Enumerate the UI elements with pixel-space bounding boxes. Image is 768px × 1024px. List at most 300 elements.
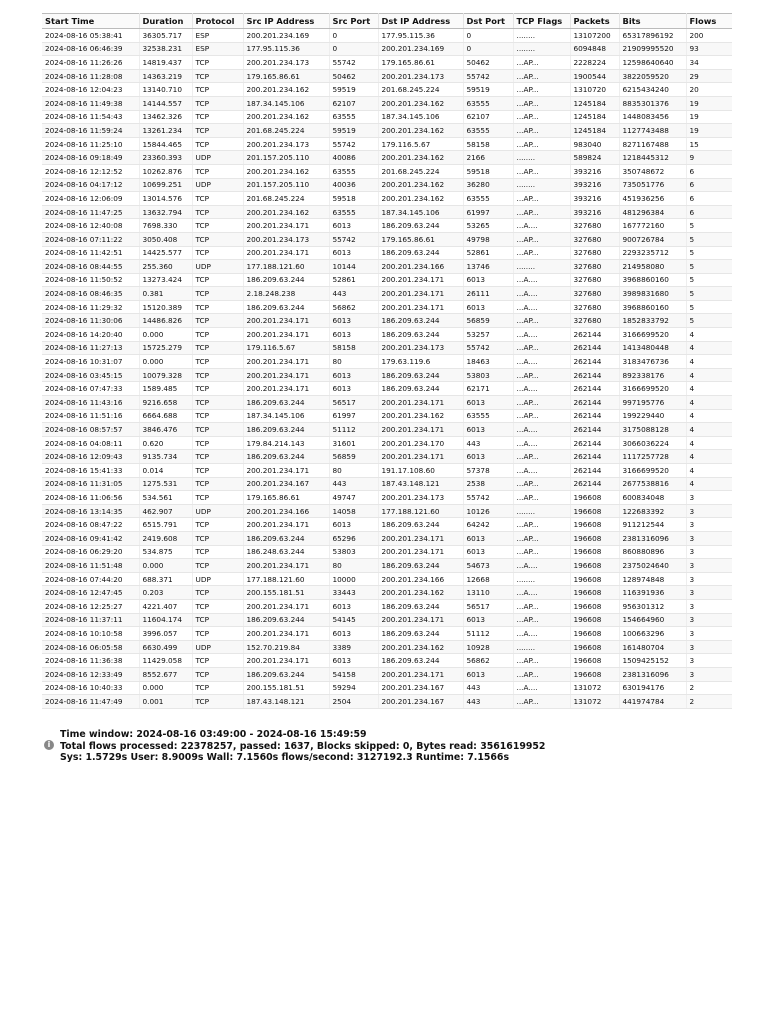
table-row[interactable]: [42, 110, 732, 124]
cell-bits: 3989831680: [619, 287, 686, 301]
cell-protocol: UDP: [192, 178, 243, 192]
cell-packets: 196608: [570, 531, 619, 545]
cell-packets: 6094848: [570, 42, 619, 56]
cell-src-ip: 186.209.63.244: [243, 613, 329, 627]
cell-flows: 5: [686, 260, 732, 274]
table-row[interactable]: [42, 613, 732, 627]
column-header-flows[interactable]: Flows: [686, 14, 732, 29]
cell-duration: 15120.389: [139, 300, 192, 314]
cell-protocol: TCP: [192, 654, 243, 668]
table-row[interactable]: [42, 477, 732, 491]
cell-dst-ip: 177.95.115.36: [378, 29, 463, 43]
cell-flows: 19: [686, 96, 732, 110]
cell-start-time: 2024-08-16 14:20:40: [42, 328, 139, 342]
cell-flows: 4: [686, 409, 732, 423]
cell-start-time: 2024-08-16 11:37:11: [42, 613, 139, 627]
table-row[interactable]: [42, 491, 732, 505]
cell-src-port: 59519: [329, 124, 378, 138]
table-row[interactable]: [42, 151, 732, 165]
table-row[interactable]: [42, 273, 732, 287]
cell-dst-ip: 186.209.63.244: [378, 559, 463, 573]
cell-start-time: 2024-08-16 12:33:49: [42, 667, 139, 681]
table-row[interactable]: [42, 328, 732, 342]
cell-src-ip: 200.201.234.162: [243, 110, 329, 124]
cell-src-port: 3389: [329, 640, 378, 654]
cell-flows: 4: [686, 396, 732, 410]
cell-tcp-flags: ........: [513, 260, 570, 274]
cell-tcp-flags: ...AP...: [513, 205, 570, 219]
cell-tcp-flags: ...AP...: [513, 599, 570, 613]
cell-tcp-flags: ...AP...: [513, 341, 570, 355]
table-row[interactable]: [42, 232, 732, 246]
cell-dst-ip: 191.17.108.60: [378, 464, 463, 478]
cell-start-time: 2024-08-16 11:43:16: [42, 396, 139, 410]
cell-start-time: 2024-08-16 12:25:27: [42, 599, 139, 613]
table-row[interactable]: [42, 96, 732, 110]
table-row[interactable]: [42, 627, 732, 641]
cell-dst-port: 12668: [463, 572, 513, 586]
cell-src-ip: 200.201.234.173: [243, 137, 329, 151]
table-row[interactable]: [42, 69, 732, 83]
column-header-src-port[interactable]: Src Port: [329, 14, 378, 29]
cell-duration: 0.203: [139, 586, 192, 600]
cell-dst-port: 6013: [463, 423, 513, 437]
cell-packets: 1900544: [570, 69, 619, 83]
cell-src-ip: 201.68.245.224: [243, 192, 329, 206]
cell-tcp-flags: ........: [513, 151, 570, 165]
cell-flows: 34: [686, 56, 732, 70]
table-row[interactable]: [42, 192, 732, 206]
cell-duration: 14425.577: [139, 246, 192, 260]
cell-bits: 1413480448: [619, 341, 686, 355]
cell-dst-port: 52861: [463, 246, 513, 260]
table-row[interactable]: [42, 219, 732, 233]
cell-bits: 2381316096: [619, 667, 686, 681]
table-row[interactable]: [42, 300, 732, 314]
cell-duration: 0.000: [139, 328, 192, 342]
cell-src-port: 6013: [329, 599, 378, 613]
cell-src-ip: 200.201.234.162: [243, 164, 329, 178]
column-header-packets[interactable]: Packets: [570, 14, 619, 29]
cell-duration: 1589.485: [139, 382, 192, 396]
cell-src-ip: 200.201.234.173: [243, 232, 329, 246]
table-header-row: [42, 14, 732, 29]
cell-dst-ip: 186.209.63.244: [378, 654, 463, 668]
cell-dst-port: 59519: [463, 83, 513, 97]
cell-dst-port: 2538: [463, 477, 513, 491]
cell-protocol: ESP: [192, 42, 243, 56]
table-row[interactable]: [42, 409, 732, 423]
cell-tcp-flags: ...AP...: [513, 164, 570, 178]
cell-tcp-flags: ...AP...: [513, 314, 570, 328]
cell-duration: 32538.231: [139, 42, 192, 56]
table-row[interactable]: [42, 178, 732, 192]
cell-duration: 15844.465: [139, 137, 192, 151]
cell-flows: 4: [686, 450, 732, 464]
cell-src-port: 63555: [329, 110, 378, 124]
cell-dst-port: 26111: [463, 287, 513, 301]
cell-packets: 1310720: [570, 83, 619, 97]
cell-packets: 327680: [570, 246, 619, 260]
column-header-dst-port[interactable]: Dst Port: [463, 14, 513, 29]
cell-protocol: UDP: [192, 260, 243, 274]
cell-dst-port: 53257: [463, 328, 513, 342]
cell-protocol: TCP: [192, 110, 243, 124]
table-row[interactable]: [42, 464, 732, 478]
table-row[interactable]: [42, 341, 732, 355]
cell-dst-ip: 186.209.63.244: [378, 382, 463, 396]
table-row[interactable]: [42, 260, 732, 274]
cell-flows: 5: [686, 314, 732, 328]
table-row[interactable]: [42, 368, 732, 382]
table-row[interactable]: [42, 355, 732, 369]
cell-tcp-flags: ........: [513, 640, 570, 654]
table-row[interactable]: [42, 314, 732, 328]
cell-tcp-flags: ...A....: [513, 287, 570, 301]
cell-duration: 13140.710: [139, 83, 192, 97]
cell-duration: 8552.677: [139, 667, 192, 681]
cell-bits: 630194176: [619, 681, 686, 695]
cell-protocol: TCP: [192, 464, 243, 478]
cell-src-ip: 186.209.63.244: [243, 423, 329, 437]
cell-duration: 14486.826: [139, 314, 192, 328]
table-row[interactable]: [42, 518, 732, 532]
cell-start-time: 2024-08-16 07:44:20: [42, 572, 139, 586]
cell-src-ip: 186.209.63.244: [243, 667, 329, 681]
cell-duration: 1275.531: [139, 477, 192, 491]
cell-dst-ip: 186.209.63.244: [378, 599, 463, 613]
cell-protocol: UDP: [192, 572, 243, 586]
cell-src-ip: 187.43.148.121: [243, 695, 329, 709]
table-row[interactable]: [42, 586, 732, 600]
cell-src-ip: 179.165.86.61: [243, 491, 329, 505]
cell-protocol: TCP: [192, 436, 243, 450]
cell-src-ip: 201.68.245.224: [243, 124, 329, 138]
cell-packets: 983040: [570, 137, 619, 151]
table-row[interactable]: [42, 504, 732, 518]
cell-src-ip: 200.201.234.171: [243, 599, 329, 613]
cell-src-port: 6013: [329, 368, 378, 382]
table-row[interactable]: [42, 29, 732, 43]
cell-dst-ip: 200.201.234.171: [378, 613, 463, 627]
cell-dst-port: 56862: [463, 654, 513, 668]
cell-bits: 8835301376: [619, 96, 686, 110]
cell-tcp-flags: ...A....: [513, 328, 570, 342]
cell-dst-port: 55742: [463, 69, 513, 83]
cell-src-ip: 186.209.63.244: [243, 273, 329, 287]
cell-duration: 14819.437: [139, 56, 192, 70]
cell-tcp-flags: ...A....: [513, 681, 570, 695]
cell-duration: 0.381: [139, 287, 192, 301]
table-row[interactable]: [42, 545, 732, 559]
cell-src-port: 59519: [329, 83, 378, 97]
cell-duration: 11429.058: [139, 654, 192, 668]
cell-src-port: 10000: [329, 572, 378, 586]
cell-start-time: 2024-08-16 12:12:52: [42, 164, 139, 178]
cell-bits: 441974784: [619, 695, 686, 709]
cell-dst-ip: 200.201.234.162: [378, 178, 463, 192]
column-header-start-time[interactable]: Start Time: [42, 14, 139, 29]
table-row[interactable]: [42, 654, 732, 668]
cell-src-port: 0: [329, 29, 378, 43]
table-row[interactable]: [42, 599, 732, 613]
column-header-protocol[interactable]: Protocol: [192, 14, 243, 29]
table-row[interactable]: [42, 531, 732, 545]
cell-src-ip: 200.201.234.162: [243, 205, 329, 219]
cell-src-port: 54145: [329, 613, 378, 627]
table-row[interactable]: [42, 640, 732, 654]
cell-dst-ip: 186.209.63.244: [378, 219, 463, 233]
cell-protocol: UDP: [192, 504, 243, 518]
cell-start-time: 2024-08-16 12:40:08: [42, 219, 139, 233]
cell-flows: 93: [686, 42, 732, 56]
cell-tcp-flags: ........: [513, 42, 570, 56]
cell-duration: 9216.658: [139, 396, 192, 410]
cell-tcp-flags: ...A....: [513, 382, 570, 396]
cell-flows: 4: [686, 341, 732, 355]
cell-start-time: 2024-08-16 11:28:08: [42, 69, 139, 83]
cell-dst-port: 0: [463, 29, 513, 43]
info-icon: i: [44, 740, 54, 750]
cell-src-port: 443: [329, 477, 378, 491]
cell-bits: 2381316096: [619, 531, 686, 545]
cell-tcp-flags: ...AP...: [513, 124, 570, 138]
cell-flows: 3: [686, 572, 732, 586]
cell-src-ip: 200.201.234.167: [243, 477, 329, 491]
table-row[interactable]: [42, 137, 732, 151]
table-row[interactable]: [42, 559, 732, 573]
cell-dst-port: 62171: [463, 382, 513, 396]
table-row[interactable]: [42, 83, 732, 97]
cell-src-ip: 200.201.234.166: [243, 504, 329, 518]
cell-protocol: TCP: [192, 232, 243, 246]
cell-flows: 4: [686, 328, 732, 342]
table-row[interactable]: [42, 572, 732, 586]
cell-dst-ip: 200.201.234.162: [378, 96, 463, 110]
cell-src-port: 10144: [329, 260, 378, 274]
table-row[interactable]: [42, 450, 732, 464]
cell-packets: 262144: [570, 464, 619, 478]
cell-dst-port: 63555: [463, 409, 513, 423]
cell-tcp-flags: ...AP...: [513, 477, 570, 491]
column-header-bits[interactable]: Bits: [619, 14, 686, 29]
cell-duration: 13273.424: [139, 273, 192, 287]
cell-dst-ip: 200.201.234.173: [378, 69, 463, 83]
cell-dst-ip: 200.201.234.173: [378, 491, 463, 505]
cell-protocol: TCP: [192, 368, 243, 382]
cell-dst-ip: 200.201.234.162: [378, 640, 463, 654]
cell-bits: 3166699520: [619, 382, 686, 396]
cell-start-time: 2024-08-16 11:50:52: [42, 273, 139, 287]
cell-src-ip: 201.157.205.110: [243, 151, 329, 165]
cell-protocol: TCP: [192, 56, 243, 70]
cell-dst-ip: 186.209.63.244: [378, 246, 463, 260]
cell-start-time: 2024-08-16 11:51:16: [42, 409, 139, 423]
cell-packets: 262144: [570, 382, 619, 396]
cell-bits: 8271167488: [619, 137, 686, 151]
cell-start-time: 2024-08-16 08:57:57: [42, 423, 139, 437]
cell-packets: 196608: [570, 613, 619, 627]
cell-bits: 451936256: [619, 192, 686, 206]
cell-protocol: TCP: [192, 586, 243, 600]
cell-start-time: 2024-08-16 09:18:49: [42, 151, 139, 165]
cell-bits: 3183476736: [619, 355, 686, 369]
cell-src-port: 443: [329, 287, 378, 301]
cell-duration: 7698.330: [139, 219, 192, 233]
table-row[interactable]: [42, 246, 732, 260]
cell-tcp-flags: ...AP...: [513, 110, 570, 124]
cell-protocol: TCP: [192, 328, 243, 342]
perf-text: Sys: 1.5729s User: 8.9009s Wall: 7.1560s flows/second: 3127192.3 Runtime: 7.1566s: [60, 752, 510, 763]
cell-dst-port: 61997: [463, 205, 513, 219]
cell-bits: 6215434240: [619, 83, 686, 97]
cell-src-ip: 186.209.63.244: [243, 531, 329, 545]
cell-dst-ip: 200.201.234.173: [378, 341, 463, 355]
cell-packets: 262144: [570, 341, 619, 355]
cell-duration: 2419.608: [139, 531, 192, 545]
cell-packets: 1245184: [570, 124, 619, 138]
cell-src-ip: 177.95.115.36: [243, 42, 329, 56]
cell-dst-ip: 186.209.63.244: [378, 627, 463, 641]
cell-duration: 0.001: [139, 695, 192, 709]
cell-start-time: 2024-08-16 11:54:43: [42, 110, 139, 124]
cell-flows: 4: [686, 464, 732, 478]
cell-protocol: TCP: [192, 96, 243, 110]
cell-tcp-flags: ...AP...: [513, 368, 570, 382]
cell-protocol: TCP: [192, 192, 243, 206]
cell-flows: 3: [686, 491, 732, 505]
cell-packets: 196608: [570, 559, 619, 573]
cell-tcp-flags: ...A....: [513, 219, 570, 233]
column-header-duration[interactable]: Duration: [139, 14, 192, 29]
cell-bits: 154664960: [619, 613, 686, 627]
table-row[interactable]: [42, 164, 732, 178]
cell-flows: 4: [686, 477, 732, 491]
cell-bits: 122683392: [619, 504, 686, 518]
cell-protocol: UDP: [192, 640, 243, 654]
cell-bits: 1509425152: [619, 654, 686, 668]
cell-protocol: TCP: [192, 287, 243, 301]
cell-bits: 167772160: [619, 219, 686, 233]
cell-src-port: 33443: [329, 586, 378, 600]
table-row[interactable]: [42, 382, 732, 396]
cell-src-port: 6013: [329, 328, 378, 342]
cell-duration: 11604.174: [139, 613, 192, 627]
table-row[interactable]: [42, 287, 732, 301]
cell-tcp-flags: ...AP...: [513, 518, 570, 532]
table-row[interactable]: [42, 124, 732, 138]
cell-duration: 13632.794: [139, 205, 192, 219]
cell-bits: 2375024640: [619, 559, 686, 573]
cell-flows: 19: [686, 124, 732, 138]
cell-tcp-flags: ...A....: [513, 423, 570, 437]
table-row[interactable]: [42, 681, 732, 695]
cell-protocol: TCP: [192, 137, 243, 151]
cell-packets: 196608: [570, 640, 619, 654]
cell-src-port: 6013: [329, 382, 378, 396]
cell-protocol: UDP: [192, 151, 243, 165]
cell-dst-ip: 200.201.234.171: [378, 300, 463, 314]
cell-bits: 481296384: [619, 205, 686, 219]
cell-tcp-flags: ........: [513, 504, 570, 518]
cell-tcp-flags: ...A....: [513, 300, 570, 314]
cell-src-ip: 200.201.234.173: [243, 56, 329, 70]
cell-src-ip: 177.188.121.60: [243, 260, 329, 274]
cell-protocol: TCP: [192, 355, 243, 369]
column-header-tcp-flags[interactable]: TCP Flags: [513, 14, 570, 29]
table-row[interactable]: [42, 205, 732, 219]
cell-tcp-flags: ...A....: [513, 627, 570, 641]
cell-dst-port: 13746: [463, 260, 513, 274]
cell-dst-port: 57378: [463, 464, 513, 478]
cell-flows: 29: [686, 69, 732, 83]
table-row[interactable]: [42, 396, 732, 410]
cell-tcp-flags: ...A....: [513, 436, 570, 450]
cell-src-port: 31601: [329, 436, 378, 450]
cell-bits: 21909995520: [619, 42, 686, 56]
cell-flows: 3: [686, 586, 732, 600]
cell-flows: 4: [686, 355, 732, 369]
cell-start-time: 2024-08-16 12:06:09: [42, 192, 139, 206]
cell-duration: 688.371: [139, 572, 192, 586]
cell-dst-ip: 200.201.234.162: [378, 151, 463, 165]
cell-src-ip: 200.201.234.171: [243, 219, 329, 233]
cell-start-time: 2024-08-16 04:08:11: [42, 436, 139, 450]
cell-protocol: TCP: [192, 450, 243, 464]
cell-dst-port: 13110: [463, 586, 513, 600]
cell-start-time: 2024-08-16 12:09:43: [42, 450, 139, 464]
table-row[interactable]: [42, 436, 732, 450]
table-row[interactable]: [42, 423, 732, 437]
cell-dst-ip: 201.68.245.224: [378, 164, 463, 178]
column-header-dst-ip[interactable]: Dst IP Address: [378, 14, 463, 29]
table-row[interactable]: [42, 667, 732, 681]
cell-dst-port: 59518: [463, 164, 513, 178]
cell-duration: 14144.557: [139, 96, 192, 110]
cell-src-port: 40086: [329, 151, 378, 165]
cell-flows: 3: [686, 518, 732, 532]
cell-src-ip: 200.201.234.171: [243, 246, 329, 260]
cell-bits: 900726784: [619, 232, 686, 246]
cell-protocol: TCP: [192, 396, 243, 410]
cell-dst-port: 443: [463, 681, 513, 695]
cell-start-time: 2024-08-16 13:14:35: [42, 504, 139, 518]
cell-packets: 196608: [570, 572, 619, 586]
table-row[interactable]: [42, 56, 732, 70]
cell-start-time: 2024-08-16 10:31:07: [42, 355, 139, 369]
cell-src-ip: 200.201.234.169: [243, 29, 329, 43]
cell-bits: 997195776: [619, 396, 686, 410]
cell-src-ip: 186.209.63.244: [243, 450, 329, 464]
cell-bits: 956301312: [619, 599, 686, 613]
cell-flows: 2: [686, 681, 732, 695]
cell-protocol: TCP: [192, 613, 243, 627]
cell-protocol: TCP: [192, 219, 243, 233]
cell-protocol: TCP: [192, 314, 243, 328]
cell-dst-ip: 186.209.63.244: [378, 518, 463, 532]
cell-start-time: 2024-08-16 06:46:39: [42, 42, 139, 56]
table-row[interactable]: [42, 695, 732, 709]
cell-start-time: 2024-08-16 11:30:06: [42, 314, 139, 328]
cell-flows: 3: [686, 640, 732, 654]
cell-src-ip: 200.201.234.171: [243, 518, 329, 532]
cell-packets: 327680: [570, 314, 619, 328]
table-row[interactable]: [42, 42, 732, 56]
cell-bits: 3968860160: [619, 273, 686, 287]
cell-flows: 5: [686, 232, 732, 246]
cell-flows: 3: [686, 531, 732, 545]
column-header-src-ip[interactable]: Src IP Address: [243, 14, 329, 29]
